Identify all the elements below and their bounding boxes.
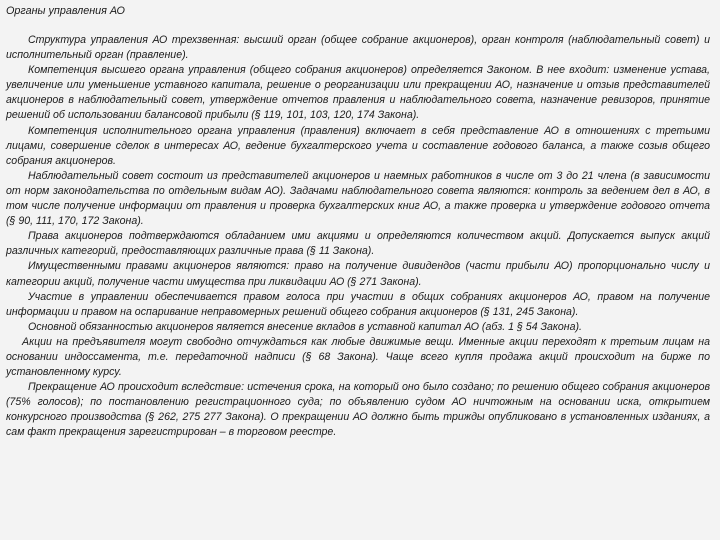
paragraph-executive-board: Компетенция исполнительного органа управления (правления) включает в себя представление АО в отношениях с третьими лицами, совершение сделок в интересах АО, ведение бухгалтерского учета и составление годового баланса, а также созыв общего собрания акционеров. [6,124,710,167]
paragraph-termination: Прекращение АО происходит вследствие: истечения срока, на который оно было создано; по решению общего собрания акционеров (75% голосов); по постановлению регистрационного суда; по объявлению судом АО ничтожным на основании иска, открытием конкурсного производства (§ 262, 275 277 Закона). О прекращении АО должно быть трижды опубликовано в установленных изданиях, а сам факт прекращения зарегистрирован – в торговом реестре. [6,381,710,439]
paragraph-general-meeting: Компетенция высшего органа управления (общего собрания акционеров) определяется Законом. В нее входит: изменение устава, увеличение или уменьшение уставного капитала, решение о реорганизации или прекращении АО, назначение и отзыв представителей акционеров в наблюдательный совет, утверждение отчетов правления и наблюдательного совета, назначение ревизоров, принятие решений об использовании балансовой прибыли (§ 119, 101, 103, 120, 174 Закона). [6,64,710,122]
paragraph-supervisory-board: Наблюдательный совет состоит из представителей акционеров и наемных работников в числе от 3 до 21 члена (в зависимости от норм законодательства по отдельным видам АО). Задачами наблюдательного совета являются: контроль за ведением дел в АО, в том числе получение информации от правления и проверка бухгалтерских книг АО, а также проверка и утверждение годового отчета (§ 90, 111, 170, 172 Закона). [6,169,710,228]
paragraph-structure: Структура управления АО трехзвенная: высший орган (общее собрание акционеров), орган контроля (наблюдательный совет) и исполнительный орган (правление). [6,34,710,62]
paragraph-participation: Участие в управлении обеспечивается правом голоса при участии в общих собраниях акционеров АО, правом на получение информации и правом на оспаривание неправомерных решений общего собрания акционеров (§ 131, 245 Закона). [6,290,710,318]
paragraph-property-rights: Имущественными правами акционеров являются: право на получение дивидендов (части прибыли АО) пропорционально числу и категории акций, получение части имущества при ликвидации АО (§ 271 Закона). [6,260,710,288]
document-heading: Органы управления АО [6,5,125,17]
paragraph-obligations: Основной обязанностью акционеров является внесение вкладов в уставной капитал АО (абз. 1 § 54 Закона). [28,320,583,333]
paragraph-shareholder-rights: Права акционеров подтверждаются обладанием ими акциями и определяются количеством акций. Допускается выпуск акций различных категорий, предоставляющих различные права (§ 11 Закона). [6,230,710,258]
paragraph-share-transfer: Акции на предъявителя могут свободно отчуждаться как любые движимые вещи. Именные акции переходят к третьим лицам на основании индоссамента, т.е. передаточной надписи (§ 68 Закона). Чаще всего купля продажа акций происходит на бирже по установленному курсу. [6,335,710,379]
